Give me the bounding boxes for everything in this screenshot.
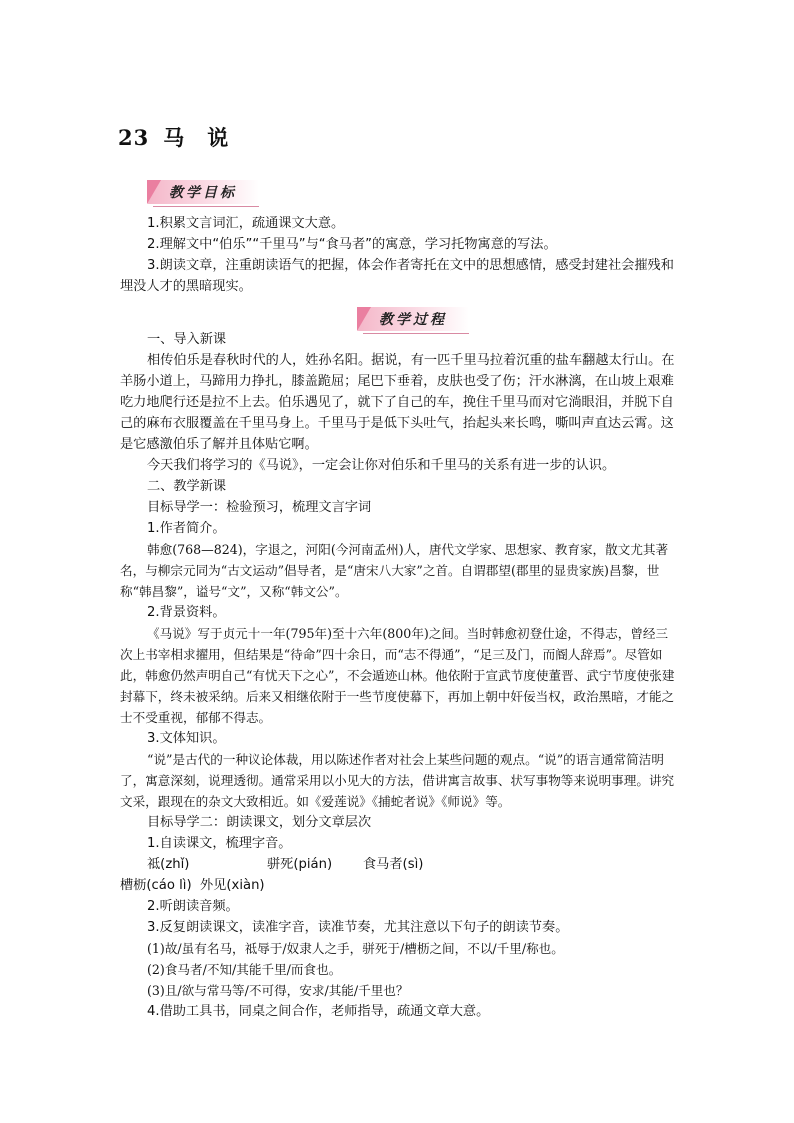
pronunciation-item: 食马者(sì) (363, 857, 424, 872)
pronunciation-item: 祗(zhǐ) (147, 857, 190, 872)
rhythm-sentence-1: (1)故/虽有名马，祗辱于/奴隶人之手，骈死于/槽枥之间，不以/千里/称也。 (147, 941, 564, 956)
rhythm-sentence-2: (2)食马者/不知/其能千里/而食也。 (147, 962, 342, 977)
section-label-process: 教学过程 (379, 312, 447, 328)
new-lesson-heading: 二、教学新课 (147, 479, 227, 494)
lesson-title (118, 122, 229, 152)
section-label-goals: 教学目标 (169, 185, 237, 201)
goal-3: 3.朗读文章，注重朗读语气的把握，体会作者寄托在文中的思想感情，感受封建社会摧残和埋没人才的黑暗现实。 (120, 258, 674, 294)
pronunciation-item: 骈死(pián) (267, 857, 333, 872)
background-heading: 2.背景资料。 (147, 605, 226, 620)
lesson-content (120, 213, 678, 1022)
guide-1: 目标导学一：检验预习，梳理文言字词 (147, 500, 372, 515)
read-step-4: 4.借助工具书，同桌之间合作，老师指导，疏通文章大意。 (147, 1004, 490, 1019)
read-step-2: 2.听朗读音频。 (147, 899, 239, 914)
pronunciation-item: 外见(xiàn) (200, 878, 265, 893)
guide-2: 目标导学二：朗读课文，划分文章层次 (147, 815, 372, 830)
pronunciation-row-2 (120, 875, 678, 896)
intro-paragraph-1: 相传伯乐是春秋时代的人，姓孙名阳。据说，有一匹千里马拉着沉重的盐车翻越太行山。在羊肠小道上，马蹄用力挣扎，膝盖跪屈；尾巴下垂着，皮肤也受了伤；汗水淋漓，在山坡上艰难吃力地爬行还是拉不上去。伯乐遇见了，就下了自己的车，挽住千里马而对它淌眼泪，并脱下自己的麻布衣服覆盖在千里马身上。千里马于是低下头吐气，抬起头来长鸣，嘶叫声直达云霄。这是它感激伯乐了解并且体贴它啊。 (120, 353, 675, 452)
title-char-2: 说 (207, 125, 230, 150)
pronunciation-row-1 (120, 854, 678, 875)
author-heading: 1.作者简介。 (147, 521, 226, 536)
read-step-3: 3.反复朗读课文，读准字音，读准节奏，尤其注意以下句子的朗读节奏。 (147, 920, 569, 935)
genre-text: “说”是古代的一种议论体裁，用以陈述作者对社会上某些问题的观点。“说”的语言通常简洁明了，寓意深刻，说理透彻。通常采用以小见大的方法，借讲寓言故事、状写事物等来说明事理。讲究文采，跟现在的杂文大致相近。如《爱莲说》《捕蛇者说》《师说》等。 (120, 752, 675, 809)
rhythm-sentence-3: (3)且/欲与常马等/不可得，安求/其能/千里也？ (147, 983, 409, 998)
goal-1: 1.积累文言词汇，疏通课文大意。 (147, 216, 345, 231)
goal-2: 2.理解文中“伯乐”“千里马”与“食马者”的寓意，学习托物寓意的写法。 (147, 237, 557, 252)
genre-heading: 3.文体知识。 (147, 731, 226, 746)
title-char-1: 马 (163, 125, 186, 150)
section-tag-goals (147, 180, 259, 204)
intro-heading: 一、导入新课 (147, 332, 227, 347)
intro-paragraph-2: 今天我们将学习的《马说》，一定会让你对伯乐和千里马的关系有进一步的认识。 (147, 458, 616, 473)
author-text: 韩愈(768—824)，字退之，河阳(今河南孟州)人，唐代文学家、思想家、教育家，散文尤其著名，与柳宗元同为“古文运动”倡导者，是“唐宋八大家”之首。自谓郡望(郡里的显贵家族)昌黎，世称“韩昌黎”，谥号“文”，又称“韩文公”。 (120, 542, 669, 599)
lesson-number: 23 (118, 125, 150, 150)
pronunciation-item: 槽枥(cáo lì) (120, 878, 192, 893)
background-text: 《马说》写于贞元十一年(795年)至十六年(800年)之间。当时韩愈初登仕途，不得志，曾经三次上书宰相求擢用，但结果是“待命”四十余日，而“志不得通”，“足三及门，而阍人辞焉”。尽管如此，韩愈仍然声明自己“有忧天下之心”，不会遁迹山林。他依附于宣武节度使董晋、武宁节度使张建封幕下，终未被采纳。后来又相继依附于一些节度使幕下，再加上朝中奸佞当权，政治黑暗，才能之士不受重视，郁郁不得志。 (120, 626, 675, 725)
read-step-1: 1.自读课文，梳理字音。 (147, 836, 292, 851)
